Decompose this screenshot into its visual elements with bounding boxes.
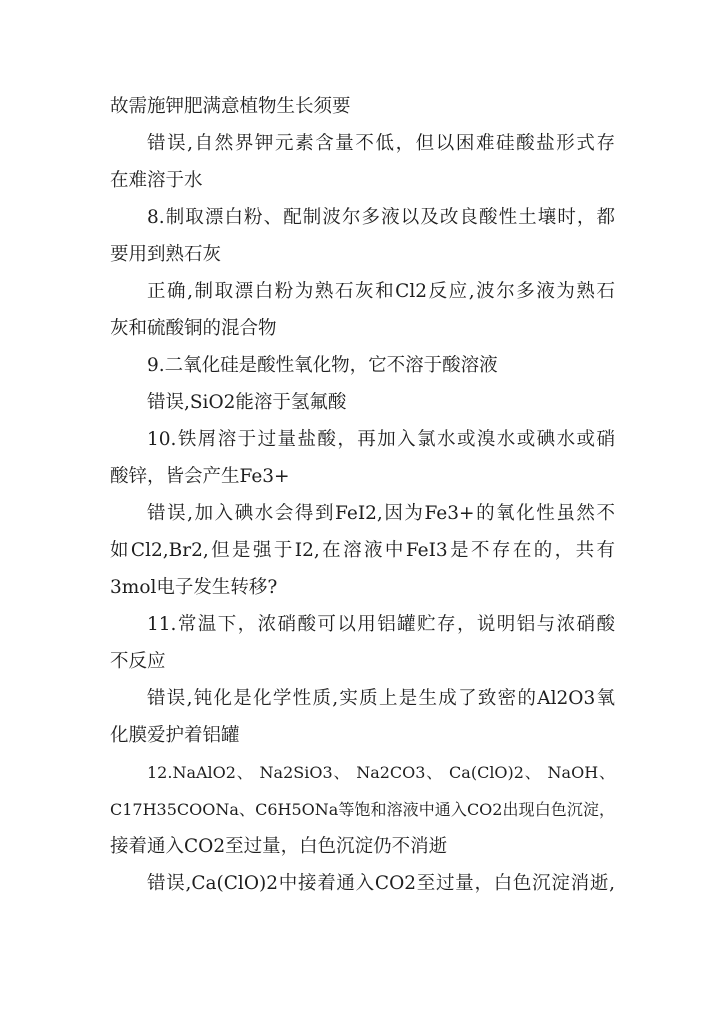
text-line: 要用到熟石灰: [110, 244, 222, 265]
text-line: 化膜爱护着铝罐: [110, 725, 240, 746]
text-line: 错误,钝化是化学性质,实质上是生成了致密的Al2O3氧: [147, 688, 615, 709]
text-line: 正确,制取漂白粉为熟石灰和Cl2反应,波尔多液为熟石: [147, 281, 615, 302]
text-line: 3mol电子发生转移?: [110, 577, 278, 598]
text-line: 不反应: [110, 651, 166, 672]
text-line: 错误,SiO2能溶于氢氟酸: [147, 392, 347, 413]
text-line: 酸锌，皆会产生Fe3+: [110, 466, 290, 487]
text-line: 错误,加入碘水会得到FeI2,因为Fe3+的氧化性虽然不: [147, 503, 615, 524]
text-line: 9.二氧化硅是酸性氧化物，它不溶于酸溶液: [147, 355, 498, 376]
text-line: C17H35COONa、C6H5ONa等饱和溶液中通入CO2出现白色沉淀，: [110, 800, 615, 819]
text-line: 如Cl2,Br2,但是强于I2,在溶液中FeI3是不存在的，共有: [110, 540, 615, 561]
text-line: 灰和硫酸铜的混合物: [110, 318, 277, 339]
text-line: 8.制取漂白粉、配制波尔多液以及改良酸性土壤时，都: [147, 207, 615, 228]
text-line: 12.NaAlO2、 Na2SiO3、 Na2CO3、 Ca(ClO)2、 NaOH、: [147, 763, 615, 782]
text-line: 在难溶于水: [110, 170, 203, 191]
text-line: 11.常温下，浓硝酸可以用铝罐贮存，说明铝与浓硝酸: [147, 614, 615, 635]
text-line: 10.铁屑溶于过量盐酸，再加入氯水或溴水或碘水或硝: [147, 429, 615, 450]
text-line: 错误,Ca(ClO)2中接着通入CO2至过量，白色沉淀消逝,: [147, 873, 615, 894]
text-line: 故需施钾肥满意植物生长须要: [110, 96, 351, 117]
text-line: 错误,自然界钾元素含量不低，但以困难硅酸盐形式存: [147, 133, 615, 154]
text-line: 接着通入CO2至过量，白色沉淀仍不消逝: [110, 836, 448, 857]
